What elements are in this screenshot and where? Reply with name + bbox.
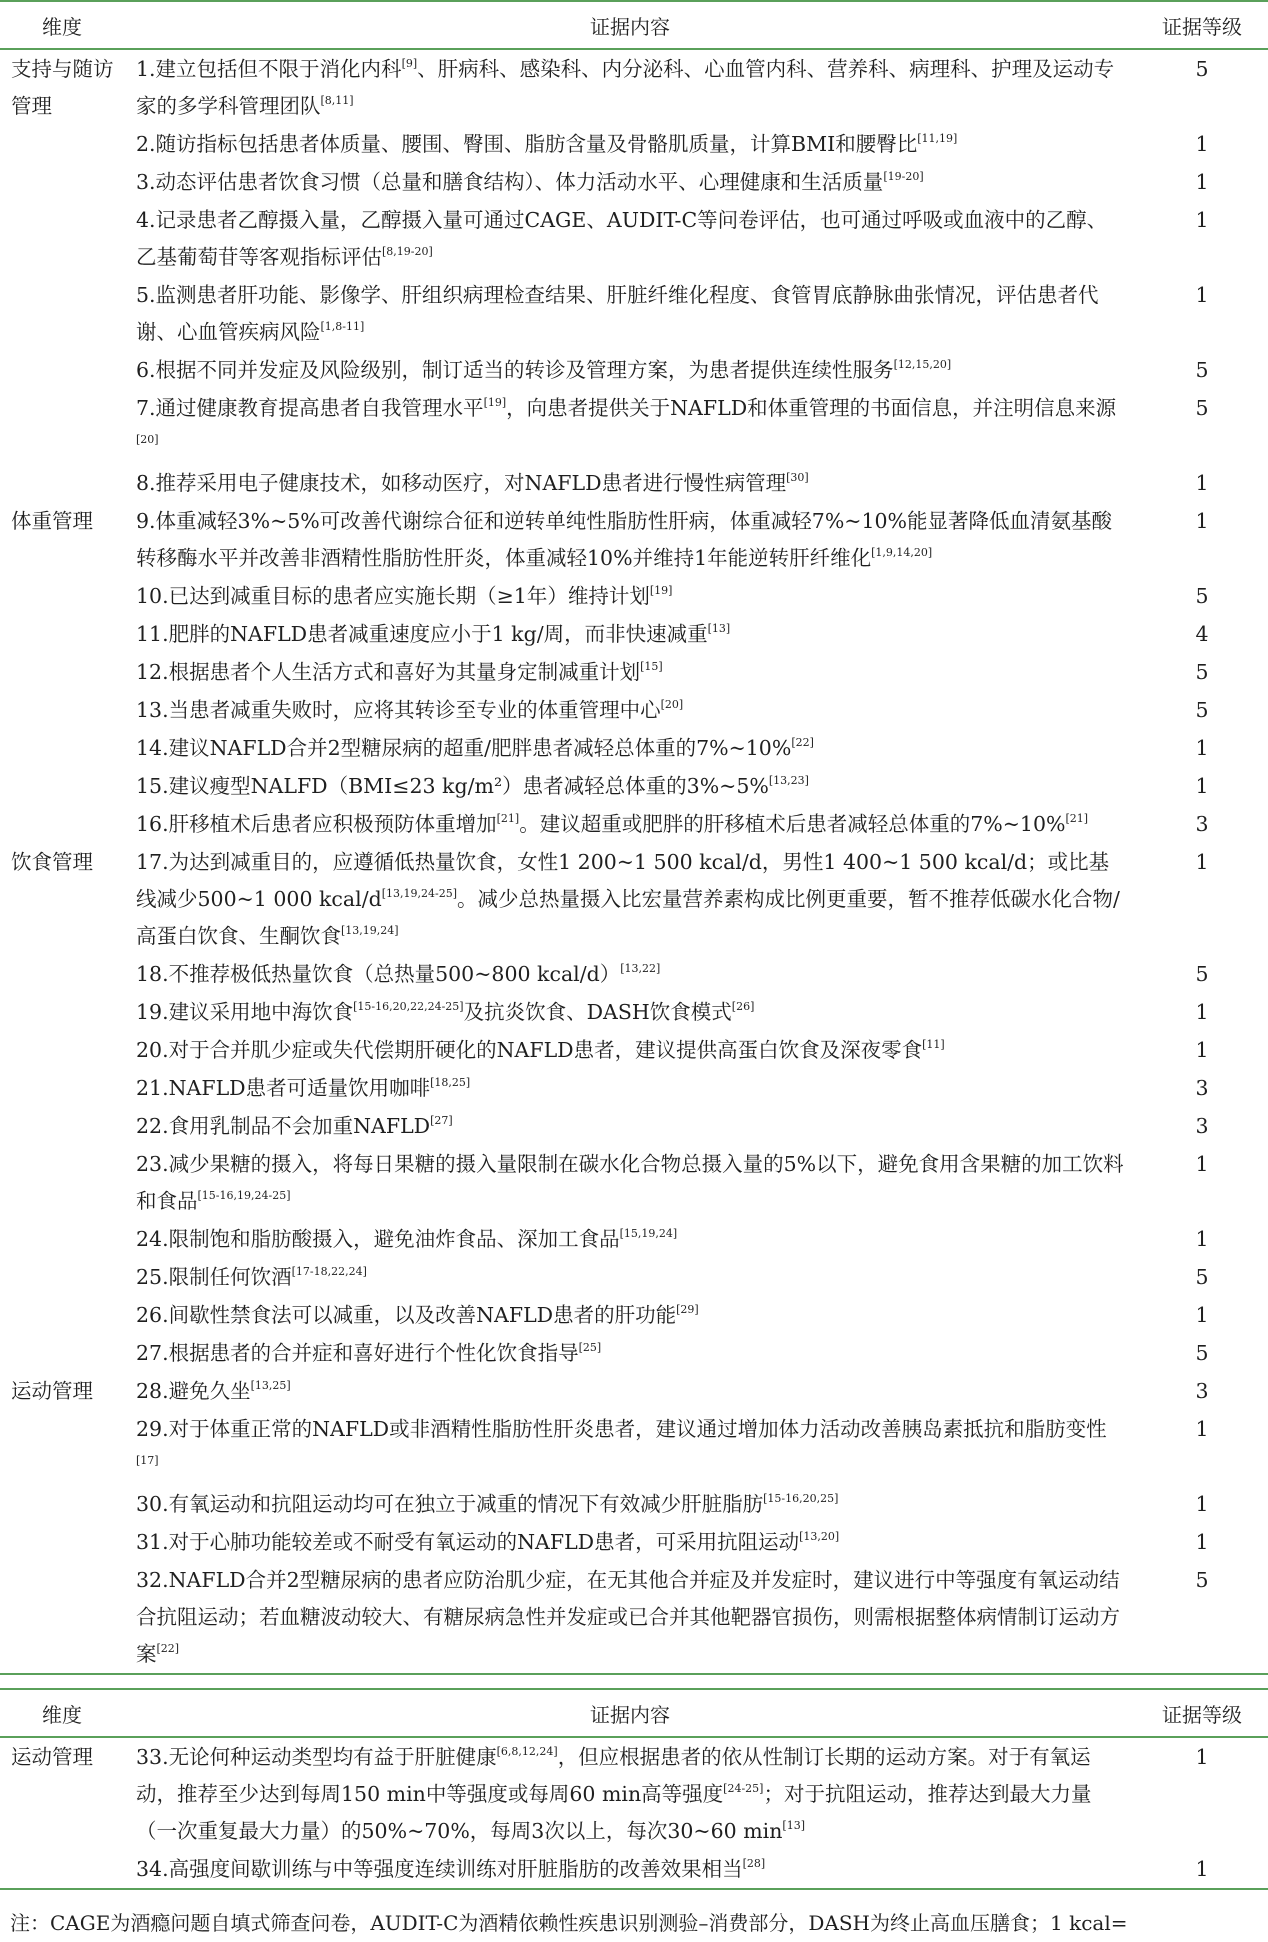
row-evidence: [124, 389, 1136, 464]
row-level: 1: [1195, 1227, 1209, 1251]
row-level: 1: [1195, 774, 1209, 798]
row-evidence: [124, 1145, 1136, 1220]
row-level: 5: [1195, 1341, 1209, 1365]
citation-ref: [15-16,19,24-25]: [197, 1189, 291, 1202]
citation-ref: [15]: [640, 660, 663, 673]
citation-ref: [15-16,20,22,24-25]: [353, 1000, 464, 1013]
row-level: 3: [1195, 1114, 1209, 1138]
row-dimension: [0, 1523, 124, 1561]
row-dimension: [0, 1850, 124, 1889]
table-row: [0, 1031, 1268, 1069]
header-evidence: 证据内容: [590, 1702, 670, 1727]
evidence-text: 6.根据不同并发症及风险级别，制订适当的转诊及管理方案，为患者提供连续性服务: [136, 358, 894, 382]
table-row: [0, 1334, 1268, 1372]
table-row: [0, 201, 1268, 276]
citation-ref: [22]: [791, 736, 814, 749]
evidence-text: 15.建议瘦型NALFD（BMI≤23 kg/m²）患者减轻总体重的3%~5%: [136, 774, 769, 798]
row-level: 3: [1195, 1076, 1209, 1100]
citation-ref: [24-25]: [723, 1782, 764, 1795]
row-evidence: [124, 351, 1136, 389]
row-evidence: [124, 1523, 1136, 1561]
row-dimension: [0, 615, 124, 653]
row-dimension: [0, 691, 124, 729]
citation-ref: [13,22]: [620, 962, 661, 975]
citation-ref: [17-18,22,24]: [291, 1265, 367, 1278]
evidence-text: 22.食用乳制品不会加重NAFLD: [136, 1114, 431, 1138]
row-evidence: [124, 805, 1136, 843]
row-evidence: [124, 577, 1136, 615]
row-dimension: 体重管理: [11, 509, 93, 533]
row-evidence: [124, 125, 1136, 163]
citation-ref: [13]: [707, 622, 731, 635]
citation-ref: [27]: [430, 1114, 453, 1127]
table-row: [0, 805, 1268, 843]
row-dimension: [0, 729, 124, 767]
row-evidence: [124, 276, 1136, 351]
evidence-text: 1.建立包括但不限于消化内科: [136, 57, 402, 81]
header-dimension: 维度: [42, 1702, 82, 1727]
row-dimension: [0, 464, 124, 502]
evidence-text: 31.对于心肺功能较差或不耐受有氧运动的NAFLD患者，可采用抗阻运动: [136, 1530, 800, 1554]
row-evidence: [124, 201, 1136, 276]
table-row: [0, 502, 1268, 577]
evidence-text: 17.为达到减重目的，应遵循低热量饮食，女性1 200~1 500 kcal/d，男性1 400~1 500 kcal/d；或比基线减少500~1 000 kcal/d: [136, 850, 1110, 911]
row-dimension: [0, 767, 124, 805]
row-dimension: [0, 1145, 124, 1220]
row-dimension: 运动管理: [11, 1745, 93, 1769]
row-dimension: [0, 955, 124, 993]
evidence-text: 7.通过健康教育提高患者自我管理水平: [136, 396, 484, 420]
row-dimension: 支持与随访管理: [11, 57, 114, 118]
citation-ref: [21]: [1065, 812, 1089, 825]
evidence-text: 8.推荐采用电子健康技术，如移动医疗，对NAFLD患者进行慢性病管理: [136, 471, 787, 495]
table-row: [0, 577, 1268, 615]
citation-ref: [15-16,20,25]: [763, 1492, 839, 1505]
row-level: 1: [1195, 471, 1209, 495]
row-evidence: [124, 1220, 1136, 1258]
row-level: 1: [1195, 1745, 1209, 1769]
row-evidence: [124, 843, 1136, 955]
row-level: 5: [1195, 57, 1209, 81]
row-dimension: [0, 389, 124, 464]
row-level: 3: [1195, 812, 1209, 836]
citation-ref: [13,19,24]: [341, 924, 399, 937]
row-level: 1: [1195, 132, 1209, 156]
evidence-text: 、肝病科、感染科、内分泌科、心血管内科、营养科、病理科、护理及运动专家的多学科管理团队: [136, 57, 1115, 118]
row-evidence: [124, 1258, 1136, 1296]
citation-ref: [19]: [483, 396, 507, 409]
table-row: [0, 1296, 1268, 1334]
evidence-text: 21.NAFLD患者可适量饮用咖啡: [136, 1076, 431, 1100]
evidence-text: 4.记录患者乙醇摄入量，乙醇摄入量可通过CAGE、AUDIT-C等问卷评估，也可通过呼吸或血液中的乙醇、乙基葡萄苷等客观指标评估: [136, 208, 1108, 269]
row-dimension: [0, 201, 124, 276]
table-row: [0, 125, 1268, 163]
evidence-text: 23.减少果糖的摄入，将每日果糖的摄入量限制在碳水化合物总摄入量的5%以下，避免食用含果糖的加工饮料和食品: [136, 1152, 1124, 1213]
evidence-text: 9.体重减轻3%~5%可改善代谢综合征和逆转单纯性脂肪性肝病，体重减轻7%~10%能显著降低血清氨基酸转移酶水平并改善非酒精性脂肪性肝炎，体重减轻10%并维持1年能逆转肝纤维化: [136, 509, 1113, 570]
row-dimension: [0, 653, 124, 691]
table-row: [0, 653, 1268, 691]
evidence-text: 3.动态评估患者饮食习惯（总量和膳食结构）、体力活动水平、心理健康和生活质量: [136, 170, 884, 194]
row-level: 5: [1195, 962, 1209, 986]
evidence-text: 18.不推荐极低热量饮食（总热量500~800 kcal/d）: [136, 962, 621, 986]
evidence-text: ，但应根据患者的依从性制订长期的运动方案。对于有氧运动，推荐至少达到每周150 min中等强度或每周60 min高等强度: [136, 1745, 1091, 1806]
row-dimension: [0, 1561, 124, 1674]
table-row: [0, 993, 1268, 1031]
citation-ref: [1,8-11]: [320, 320, 365, 333]
row-level: 5: [1195, 660, 1209, 684]
row-level: 1: [1195, 170, 1209, 194]
row-evidence: [124, 1334, 1136, 1372]
row-level: 5: [1195, 1265, 1209, 1289]
row-evidence: [124, 1485, 1136, 1523]
citation-ref: [20]: [660, 698, 684, 711]
row-level: 1: [1195, 1530, 1209, 1554]
row-dimension: [0, 125, 124, 163]
citation-ref: [15,19,24]: [619, 1227, 678, 1240]
table-row: [0, 276, 1268, 351]
row-level: 3: [1195, 1379, 1209, 1403]
row-dimension: [0, 1069, 124, 1107]
citation-ref: [13,20]: [799, 1530, 840, 1543]
row-dimension: [0, 1334, 124, 1372]
table-row: [0, 389, 1268, 464]
row-level: 5: [1195, 584, 1209, 608]
table-row: [0, 615, 1268, 653]
header-evidence: 证据内容: [590, 14, 670, 39]
citation-ref: [13,23]: [768, 774, 809, 787]
table-row: [0, 1220, 1268, 1258]
row-dimension: [0, 1031, 124, 1069]
citation-ref: [11]: [922, 1038, 945, 1051]
table-row: [0, 163, 1268, 201]
row-level: 1: [1136, 1850, 1268, 1889]
table-row: [0, 843, 1268, 955]
citation-ref: [22]: [156, 1642, 180, 1655]
table-header: [0, 1, 1268, 49]
row-level: 1: [1195, 736, 1209, 760]
row-level: 1: [1195, 283, 1209, 307]
row-evidence: [124, 691, 1136, 729]
row-evidence: [124, 993, 1136, 1031]
row-dimension: 运动管理: [11, 1379, 93, 1403]
row-evidence: [124, 49, 1136, 125]
row-dimension: [0, 1258, 124, 1296]
table-row: [0, 1737, 1268, 1850]
row-dimension: [0, 993, 124, 1031]
evidence-text: 26.间歇性禁食法可以减重，以及改善NAFLD患者的肝功能: [136, 1303, 677, 1327]
row-dimension: [0, 1107, 124, 1145]
row-dimension: [0, 163, 124, 201]
row-evidence: [124, 1069, 1136, 1107]
evidence-text: 29.对于体重正常的NAFLD或非酒精性脂肪性肝炎患者，建议通过增加体力活动改善胰岛素抵抗和脂肪变性: [136, 1417, 1107, 1441]
row-dimension: [0, 1296, 124, 1334]
table-row: [0, 1850, 1268, 1889]
citation-ref: [17]: [136, 1454, 159, 1467]
row-evidence: [124, 955, 1136, 993]
evidence-text: ；对于抗阻运动，推荐达到最大力量（一次重复最大力量）的50%~70%，每周3次以上，每次30~60 min: [136, 1782, 1092, 1843]
citation-ref: [9]: [401, 57, 418, 70]
citation-ref: [25]: [578, 1341, 602, 1354]
citation-ref: [26]: [731, 1000, 755, 1013]
citation-ref: [19-20]: [883, 170, 924, 183]
table-row: [0, 1372, 1268, 1410]
evidence-text: 32.NAFLD合并2型糖尿病的患者应防治肌少症，在无其他合并症及并发症时，建议进行中等强度有氧运动结合抗阻运动；若血糖波动较大、有糖尿病急性并发症或已合并其他靶器官损伤，则需根据整体病情制订运动方案: [136, 1568, 1120, 1666]
evidence-table-2: [0, 1688, 1268, 1890]
citation-ref: [21]: [496, 812, 520, 825]
citation-ref: [12,15,20]: [893, 358, 952, 371]
citation-ref: [13,19,24-25]: [381, 887, 458, 900]
row-level: 1: [1195, 1038, 1209, 1062]
row-evidence: [124, 1107, 1136, 1145]
evidence-text: 。减少总热量摄入比宏量营养素构成比例更重要，暂不推荐低碳水化合物/高蛋白饮食、生酮饮食: [136, 887, 1120, 948]
table-row: [0, 729, 1268, 767]
citation-ref: [19]: [649, 584, 673, 597]
row-dimension: [0, 1220, 124, 1258]
table-row: [0, 464, 1268, 502]
evidence-text: 34.高强度间歇训练与中等强度连续训练对肝脏脂肪的改善效果相当: [136, 1857, 743, 1881]
evidence-text: 27.根据患者的合并症和喜好进行个性化饮食指导: [136, 1341, 579, 1365]
evidence-text: 11.肥胖的NAFLD患者减重速度应小于1 kg/周，而非快速减重: [136, 622, 708, 646]
citation-ref: [20]: [136, 433, 159, 446]
evidence-text: 及抗炎饮食、DASH饮食模式: [463, 1000, 732, 1024]
citation-ref: [13]: [782, 1819, 806, 1832]
row-evidence: [124, 615, 1136, 653]
row-dimension: [0, 1485, 124, 1523]
citation-ref: [28]: [742, 1857, 766, 1870]
evidence-text: 12.根据患者个人生活方式和喜好为其量身定制减重计划: [136, 660, 641, 684]
table-header: [0, 1689, 1268, 1737]
evidence-text: 16.肝移植术后患者应积极预防体重增加: [136, 812, 497, 836]
row-level: 4: [1195, 622, 1209, 646]
row-evidence: [124, 1031, 1136, 1069]
row-level: 1: [1195, 1492, 1209, 1516]
evidence-text: 30.有氧运动和抗阻运动均可在独立于减重的情况下有效减少肝脏脂肪: [136, 1492, 764, 1516]
table-row: [0, 1523, 1268, 1561]
row-evidence: [124, 1296, 1136, 1334]
row-level: 1: [1195, 850, 1209, 874]
citation-ref: [13,25]: [250, 1379, 291, 1392]
row-evidence: [124, 1410, 1136, 1485]
evidence-text: 25.限制任何饮酒: [136, 1265, 292, 1289]
table-row: [0, 1069, 1268, 1107]
header-level: 证据等级: [1162, 14, 1242, 39]
citation-ref: [8,11]: [320, 94, 354, 107]
row-evidence: [124, 1561, 1136, 1674]
row-evidence: [124, 1372, 1136, 1410]
row-level: 1: [1195, 208, 1209, 232]
row-evidence: [124, 1737, 1136, 1850]
evidence-text: 19.建议采用地中海饮食: [136, 1000, 354, 1024]
row-dimension: [0, 351, 124, 389]
evidence-text: 14.建议NAFLD合并2型糖尿病的超重/肥胖患者减轻总体重的7%~10%: [136, 736, 792, 760]
row-evidence: [124, 729, 1136, 767]
table-row: [0, 1107, 1268, 1145]
table-row: [0, 1561, 1268, 1674]
table-row: [0, 351, 1268, 389]
row-evidence: [124, 653, 1136, 691]
row-evidence: [124, 502, 1136, 577]
evidence-text: 28.避免久坐: [136, 1379, 251, 1403]
citation-ref: [18,25]: [430, 1076, 471, 1089]
table-row: [0, 767, 1268, 805]
table-row: [0, 1410, 1268, 1485]
table-row: [0, 691, 1268, 729]
evidence-text: 2.随访指标包括患者体质量、腰围、臀围、脂肪含量及骨骼肌质量，计算BMI和腰臀比: [136, 132, 918, 156]
table-footnote: 注：CAGE为酒瘾问题自填式筛查问卷，AUDIT-C为酒精依赖性疾患识别测验–消费部分，DASH为终止高血压膳食；1 kcal=: [10, 1911, 1128, 1935]
row-level: 5: [1195, 358, 1209, 382]
row-evidence: [124, 767, 1136, 805]
citation-ref: [30]: [786, 471, 809, 484]
row-dimension: [0, 805, 124, 843]
evidence-text: 20.对于合并肌少症或失代偿期肝硬化的NAFLD患者，建议提供高蛋白饮食及深夜零食: [136, 1038, 923, 1062]
row-level: 1: [1195, 1152, 1209, 1176]
row-dimension: 饮食管理: [11, 850, 93, 874]
row-evidence: [124, 464, 1136, 502]
table-row: [0, 49, 1268, 125]
evidence-text: 。建议超重或肥胖的肝移植术后患者减轻总体重的7%~10%: [519, 812, 1066, 836]
citation-ref: [6,8,12,24]: [496, 1745, 558, 1758]
table-row: [0, 1485, 1268, 1523]
evidence-text: 10.已达到减重目标的患者应实施长期（≥1年）维持计划: [136, 584, 650, 608]
row-evidence: [124, 163, 1136, 201]
evidence-text: 24.限制饱和脂肪酸摄入，避免油炸食品、深加工食品: [136, 1227, 620, 1251]
evidence-text: 5.监测患者肝功能、影像学、肝组织病理检查结果、肝脏纤维化程度、食管胃底静脉曲张情况，评估患者代谢、心血管疾病风险: [136, 283, 1099, 344]
evidence-text: 33.无论何种运动类型均有益于肝脏健康: [136, 1745, 497, 1769]
evidence-text: 13.当患者减重失败时，应将其转诊至专业的体重管理中心: [136, 698, 661, 722]
evidence-text: ，向患者提供关于NAFLD和体重管理的书面信息，并注明信息来源: [506, 396, 1117, 420]
table-row: [0, 955, 1268, 993]
row-level: 5: [1195, 396, 1209, 420]
citation-ref: [8,19-20]: [382, 245, 433, 258]
row-level: 5: [1195, 698, 1209, 722]
table-row: [0, 1145, 1268, 1220]
row-level: 1: [1195, 1000, 1209, 1024]
row-dimension: [0, 577, 124, 615]
citation-ref: [1,9,14,20]: [871, 546, 933, 559]
row-level: 1: [1195, 1303, 1209, 1327]
citation-ref: [11,19]: [917, 132, 958, 145]
citation-ref: [29]: [676, 1303, 699, 1316]
row-evidence: [124, 1850, 1136, 1889]
table-row: [0, 1258, 1268, 1296]
header-level: 证据等级: [1162, 1702, 1242, 1727]
row-level: 5: [1136, 1561, 1268, 1674]
row-level: 1: [1195, 509, 1209, 533]
header-dimension: 维度: [42, 14, 82, 39]
row-dimension: [0, 1410, 124, 1485]
row-dimension: [0, 276, 124, 351]
row-level: 1: [1195, 1417, 1209, 1441]
